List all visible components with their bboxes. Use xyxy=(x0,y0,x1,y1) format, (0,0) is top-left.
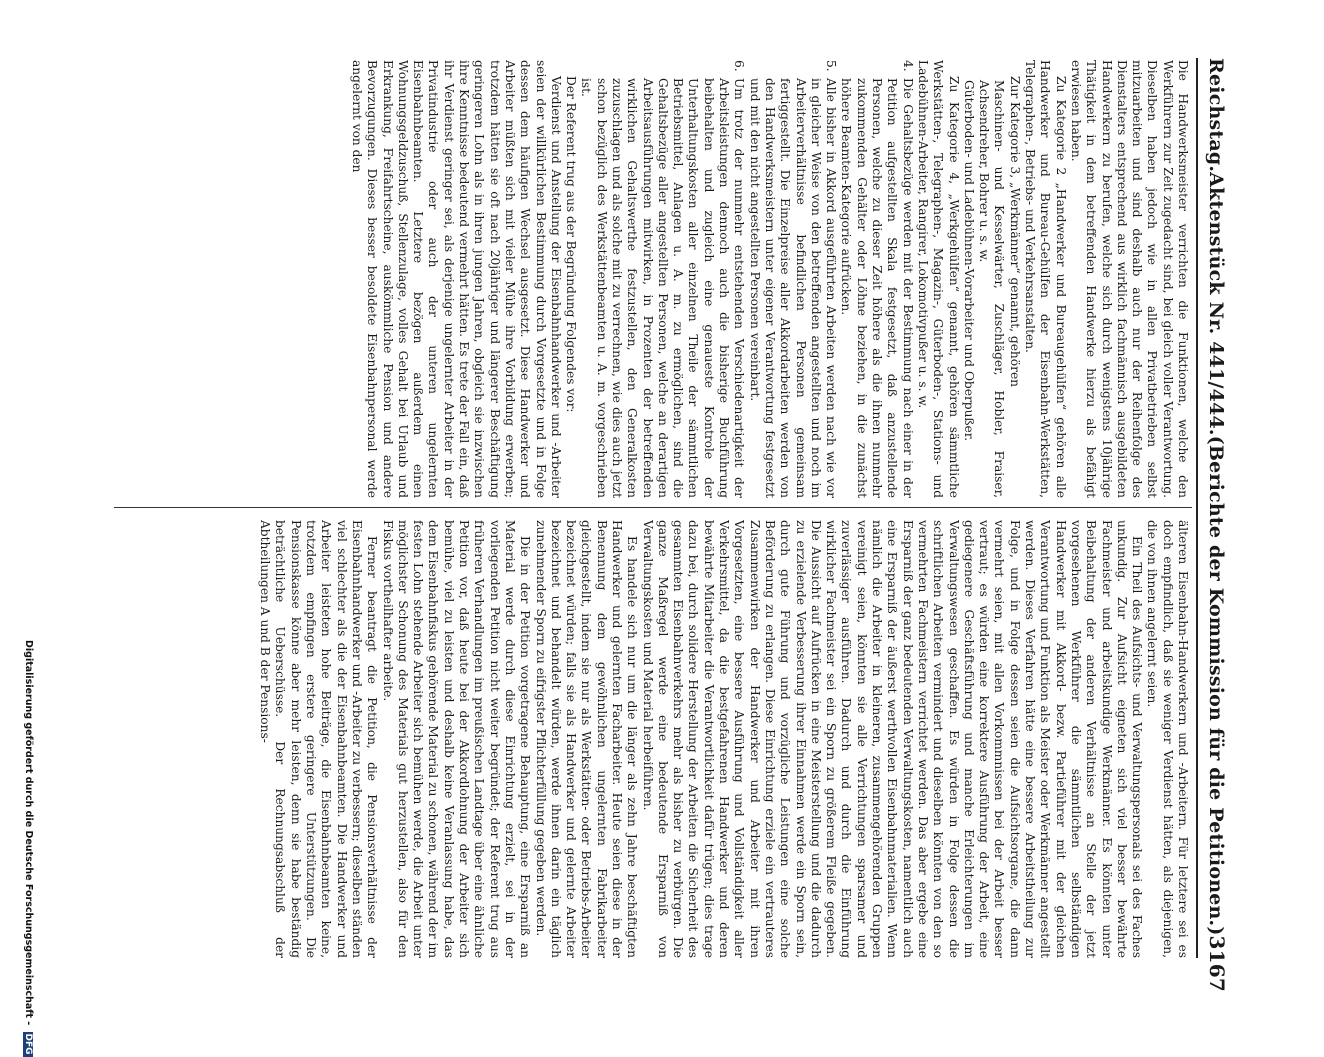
dfg-logo: DFG xyxy=(23,1033,33,1055)
numbered-item xyxy=(746,60,838,498)
header-title: (Berichte der Kommission für die Petitionen.) xyxy=(1205,435,1227,936)
header-rule xyxy=(1196,58,1198,958)
paragraph: Maschinen- und Kesselwärter, Zuschläger, Hobler, Fraiser, Achsendreher, Bohrer u. s. w. xyxy=(977,80,1007,498)
header-doc-number: Aktenstück Nr. 441/444. xyxy=(1205,172,1227,436)
right-column xyxy=(115,520,1190,958)
digitization-footer xyxy=(23,640,34,1057)
header-reichstag: Reichstag. xyxy=(1205,58,1227,173)
paragraph: Güterboden- und Ladebühnen-Vorarbeiter und Oberpußer. xyxy=(961,80,976,442)
paragraph: Ein Theil des Aufsichts- und Verwaltungspersonals sei des Faches unkundig. Zur Aufsicht eigneten sich viel besser bewährte Fachmeister und arbeitskundige Werkmänner. Es könnten unter Beibehaltung der anderen Verhältnisse an Stelle der jetzt vorgesehenen Werkführer die sämmtlichen selbständigen Handwerker mit Akkord- bezw. Partieführer mit der gleichen Verantwortung und Funktion als Meister oder Werkmänner angestellt werden. Dieses Verfahren hätte eine bessere Arbeitstheilung zur Folge, und in Folge dessen seien die Aufsichtsorgane, die dann vermehrt seien, mit allen Vorkommnissen bei der Arbeit besser vertraut; es würden eine korrektere Ausführung der Arbeit, eine gediegenere Geschäftsführung und manche Erleichterungen im Verwaltungswesen geschaffen. Es würden in Folge dessen die schriftlichen Arbeiten vermindert und dieselben könnten von den so vermehrten Fachmeistern verrichtet werden. Das aber ergebe eine Ersparniß der ganz bedeutenden Verwaltungskosten, namentlich auch eine Ersparniß der äußerst werthvollen Eisenbahnmaterialien. Wenn nämlich die Arbeiter in kleineren, zusammengehörenden Gruppen vereinigt seien, könnten sie alle Verrichtungen sparsamer und zuverlässiger ausführen. Dadurch und durch die Einführung wirklicher Fachmeister sei ein Sporn zu größerem Fleiße gegeben. Die Aussicht auf Aufrücken in eine Meisterstellung und die dadurch zu erzielende Verbesserung ihrer Einnahmen werde ein Sporn sein, durch gute Führung und vorzügliche Leistungen eine solche Beförderung zu erlangen. Diese Einrichtung erziele ein vertrauteres Zusammenwirken der Handwerker und Arbeiter mit ihren Vorgesetzten, eine bessere Ausführung und Vollständigkeit aller Verkehrsmittel, da die bestgefahrenen Handwerker und deren bewährte Mitarbeiter die Verantwortlichkeit dafür trügen; dies trage dazu bei, durch solidere Herstellung der Arbeiten die Sicherheit des gesammten Eisenbahnverkehrs mehr als bisher zu verbürgen. Die ganze Maßregel werde eine bedeutende Ersparniß von Verwaltungskosten und Material herbeiführen. xyxy=(640,520,1145,958)
paragraph: Die Handwerksmeister verrichten die Funktionen, welche den Werkführern zur Zeit zugedacht sind, bei gleich voller Verantwortung. Dieselben haben jedoch wie in allen Privatbetrieben selbst mitzuarbeiten und sind deshalb auch nur der Reihenfolge des Dienstalters entsprechend aus wirklich fachmännisch ausgebildeten Handwerkern zu berufen, welche sich durch wenigstens 10jährige Thätigkeit in dem betreffenden Handwerke hierzu als befähigt erwiesen haben. xyxy=(1068,60,1190,498)
paragraph: älteren Eisenbahn-Handwerkern und -Arbeitern. Für letztere sei es doch empfindlich, daß sie weniger Verdienst hätten, als diejenigen, die von ihnen angelernt seien. xyxy=(1145,520,1190,958)
paragraph: Es handele sich nur um die länger als zehn Jahre beschäftigten Handwerker und gelernten Facharbeiter. Heute seien diese in der Benennung dem gewöhnlichen ungelernten Fabrikarbeiter gleichgestellt, indem sie nur als Werkstätten- oder Betriebs-Arbeiter bezeichnet würden; falls sie als Handwerker und gelernte Arbeiter bezeichnet und behandelt würden, werde ihnen darin ein täglich zunehmender Sporn zu eifrigster Pflichterfüllung gegeben werden. xyxy=(533,520,640,958)
paragraph: Der Referent trug aus der Begründung Folgendes vor: xyxy=(564,76,579,413)
footer-text: Digitalisierung gefördert durch die Deutsche Forschungsgemeinschaft - xyxy=(23,640,34,1026)
numbered-item xyxy=(838,60,914,498)
item-number: 6. xyxy=(732,60,747,72)
left-column xyxy=(115,60,1190,498)
paragraph: Zu Kategorie 4, „Werkgehülfen“ genannt, gehören sämmtliche Werkstätten-, Telegraphen-, Magazin-, Güterboden-, Stations- und Ladebühnen-Arbeiter, Rangirer, Lokomotivpußer u. s. w. xyxy=(915,60,961,498)
numbered-item xyxy=(578,60,746,498)
paragraph: Verdienst und Anstellung der Eisenbahnhandwerker und -Arbeiter seien der willkürlichen Bestimmung durch Vorgesetzte und in Folge dessen dem häufigen Wechsel ausgesetzt. Diese Handwerker und Arbeiter müßten sich mit vieler Mühe ihre Vorbildung erwerben; trotzdem hätten sie oft nach 20jähriger und längerer Beschäftigung geringeren Lohn als in ihren jungen Jahren, obgleich sie inzwischen ihre Kenntnisse bedeutend vermehrt hätten. Es trete der Fall ein, daß ihr Verdienst geringer sei, als derjenige ungelernter Arbeiter in der Privatindustrie oder auch der unteren ungelernten Eisenbahnbeamten. Letztere bezögen außerdem einen Wohnungsgeldzuschuß, Stellenzulage, volles Gehalt bei Urlaub und Erkrankung, Freifahrtscheine, auskömmliche Pension und andere Bevorzugungen. Dieses besser besoldete Eisenbahnpersonal werde angelernt von den xyxy=(349,60,563,498)
page-number: 3167 xyxy=(1205,935,1229,993)
item-number: 5. xyxy=(824,60,839,72)
paragraph: Die in der Petition vorgetragene Behauptung, eine Ersparniß an Material werde durch diese Einrichtung erzielt, sei in der vorliegenden Petition nicht weiter begründet; der Referent trug aus früheren Verhandlungen im preußischen Landtage über eine ähnliche Petition vor, daß heute bei der Akkordlohnung der Arbeiter sich bemühe, viel zu leisten und deshalb keine Veranlassung habe, das dem Eisenbahnfiskus gehörende Material zu schonen, während der im festen Lohn stehende Arbeiter sich bemühen werde, die Arbeit unter möglichster Schonung des Materials gut herzustellen, also für den Fiskus vortheilhafter arbeite. xyxy=(380,520,533,958)
paragraph: Zu Kategorie 2 „Handwerker und Bureaugehülfen“ gehören alle Handwerker und Bureau-Gehülfen der Eisenbahn-Werkstätten, Telegraphen-, Betriebs- und Verkehrsanstalten. xyxy=(1023,60,1068,498)
page-header xyxy=(1199,58,1229,993)
column-divider xyxy=(114,507,1192,508)
item-number: 4. xyxy=(900,60,915,72)
item-text: Alle bisher in Akkord ausgeführten Arbeiten werden nach wie vor in gleicher Weise von den betreffenden angestellten und noch im Arbeiterverhältnisse befindlichen Personen gemeinsam fertiggestellt. Die Einzelpreise aller Akkordarbeiten werden von den Handwerksmeistern unter eigener Verantwortung festgesetzt und mit den nicht angestellten Personen vereinbart. xyxy=(747,78,839,498)
item-text: Die Gehaltsbezüge werden mit der Bestimmung nach einer in der Petition aufgestellten Skala festgesetzt, daß anzustellende Personen, welche zu dieser Zeit höhere als die ihnen nunmehr zukommenden Gehälter oder Löhne beziehen, in die zunächst höhere Beamten-Kategorie aufrücken. xyxy=(839,78,915,498)
paragraph: Ferner beantragt die Petition, die Pensionsverhältnisse der Eisenbahnhandwerker und -Arbeiter zu verbessern; dieselben ständen viel schlechter als die der Eisenbahnbeamten. Die Handwerker und Arbeiter leisteten hohe Beiträge, die Eisenbahnbeamten keine, trotzdem empfingen erstere geringere Unterstützungen. Die Pensionskasse könne aber mehr leisten, denn sie habe beständig beträchtliche Ueberschüsse. Der Rechnungsabschluß der Abtheilungen A und B der Pensions- xyxy=(258,520,380,958)
item-text: Um trotz der nunmehr entstehenden Verschiedenartigkeit der Arbeitsleistungen dennoch auch die bisherige Buchführung beibehalten und zugleich eine genaueste Kontrole der Unterhaltungskosten aller einzelnen Theile der sämmtlichen Betriebsmittel, Anlagen u. A. m. zu ermöglichen, sind die Gehaltsbezüge aller angestellten Personen, welche an derartigen Arbeitsausführungen mitwirken, in Prozenten der betreffenden wirklichen Gehaltswerthe festzustellen, den Generalkosten zuzuschlagen und als solche mit zu verrechnen, wie dies auch jetzt schon bezüglich des Werkstättenbeamten u. A. m. vorgeschrieben ist. xyxy=(579,78,747,498)
paragraph: Zur Kategorie 3, „Werkmänner“ genannt, gehören xyxy=(1007,76,1022,388)
